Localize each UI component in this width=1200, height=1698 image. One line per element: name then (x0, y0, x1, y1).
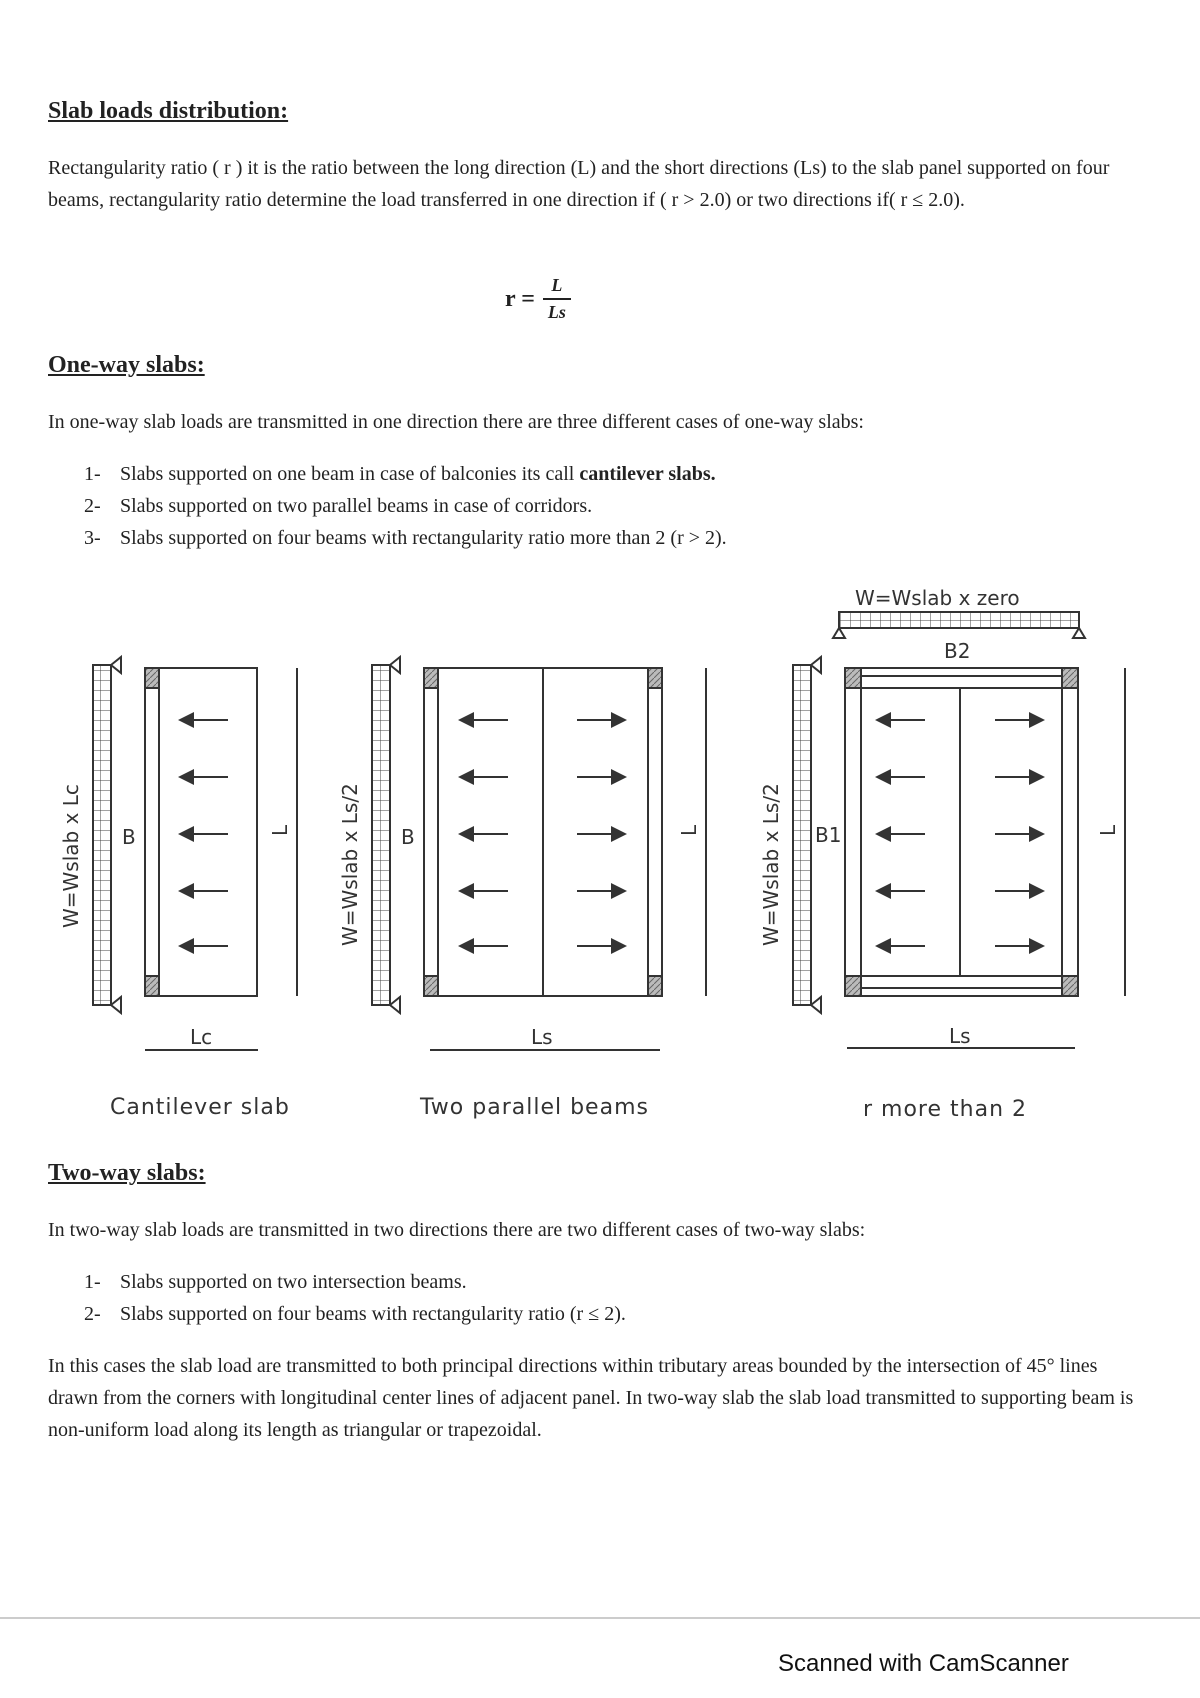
beam-corner (1062, 976, 1078, 996)
section-heading-slab-loads: Slab loads distribution: (48, 98, 289, 124)
dim-label-ls: Ls (949, 1024, 971, 1048)
formula-numerator: L (551, 275, 563, 295)
load-label-two-beams: W=Wslab x Ls/2 (338, 783, 362, 946)
beam-end (145, 668, 159, 688)
top-load-label: W=Wslab x zero (855, 586, 1020, 610)
support-icon (833, 628, 1085, 638)
list-item: 1- Slabs supported on one beam in case of balconies its call cantilever slabs. (84, 463, 716, 485)
caption-two-parallel-beams: Two parallel beams (420, 1095, 649, 1120)
load-strip (93, 665, 111, 1005)
beam-label-b1: B1 (815, 823, 842, 847)
beam-end (145, 976, 159, 996)
one-way-paragraph: In one-way slab loads are transmitted in one direction there are three different cases of one-way slabs: (48, 411, 864, 433)
beam-b2-bottom (861, 976, 1062, 988)
list-item: 2- Slabs supported on four beams with rectangularity ratio (r ≤ 2). (84, 1303, 626, 1325)
support-icon (111, 657, 121, 1013)
load-arrows (180, 720, 228, 946)
beam-end (424, 976, 438, 996)
beam-b2-top (861, 676, 1062, 688)
beam-b-right (648, 688, 662, 976)
caption-cantilever: Cantilever slab (110, 1095, 290, 1120)
dim-label-l: L (1096, 824, 1120, 836)
load-label-r-more-than-2: W=Wslab x Ls/2 (759, 783, 783, 946)
formula-lhs: r = (505, 285, 535, 312)
list-item: 1- Slabs supported on two intersection beams. (84, 1271, 467, 1293)
dim-label-lc: Lc (190, 1025, 213, 1049)
beam-b (424, 688, 438, 976)
beam-label-b: B (122, 825, 136, 849)
beam-b (145, 688, 159, 976)
section-heading-one-way: One-way slabs: (48, 352, 205, 378)
figure-r-more-than-2 (793, 612, 1125, 1048)
intro-paragraph: Rectangularity ratio ( r ) it is the ratio between the long direction (L) and the short directions (Ls) to the slab panel supported on four beams, rectangularity ratio determine the load transferred in one direction if ( r > 2.0) or two directions if( r ≤ 2.0). (48, 157, 1110, 211)
formula-denominator: Ls (547, 302, 566, 322)
section-heading-two-way: Two-way slabs: (48, 1160, 206, 1186)
beam-end (648, 668, 662, 688)
load-strip (372, 665, 390, 1005)
two-way-paragraph: In two-way slab loads are transmitted in two directions there are two different cases of two-way slabs: (48, 1219, 866, 1241)
list-item: 3- Slabs supported on four beams with rectangularity ratio more than 2 (r > 2). (84, 527, 727, 549)
camscanner-footer: Scanned with CamScanner (778, 1650, 1069, 1677)
top-load-strip (839, 612, 1079, 628)
figure-two-parallel-beams (372, 657, 706, 1050)
beam-end (424, 668, 438, 688)
footer-divider (0, 1617, 1200, 1619)
load-strip (793, 665, 811, 1005)
beam-corner (1062, 668, 1078, 688)
load-label-cantilever: W=Wslab x Lc (59, 784, 83, 928)
caption-r-more-than-2: r more than 2 (863, 1097, 1028, 1122)
beam-label-b2: B2 (944, 639, 971, 663)
dim-label-l: L (677, 824, 701, 836)
beam-label-b: B (401, 825, 415, 849)
beam-end (648, 976, 662, 996)
dim-label-l: L (268, 824, 292, 836)
list-item: 2- Slabs supported on two parallel beams in case of corridors. (84, 495, 593, 517)
beam-corner (845, 976, 861, 996)
support-icon (390, 657, 400, 1013)
two-way-closing-paragraph: In this cases the slab load are transmitted to both principal directions within tributary areas bounded by the intersection of 45° lines drawn from the corners with longitudinal center lines of adjacent panel. In two-way slab the slab load transmitted to supporting beam is non-uniform load along its length as triangular or trapezoidal. (48, 1355, 1134, 1441)
beam-corner (845, 668, 861, 688)
dim-label-ls: Ls (531, 1025, 553, 1049)
figure-cantilever (93, 657, 297, 1050)
